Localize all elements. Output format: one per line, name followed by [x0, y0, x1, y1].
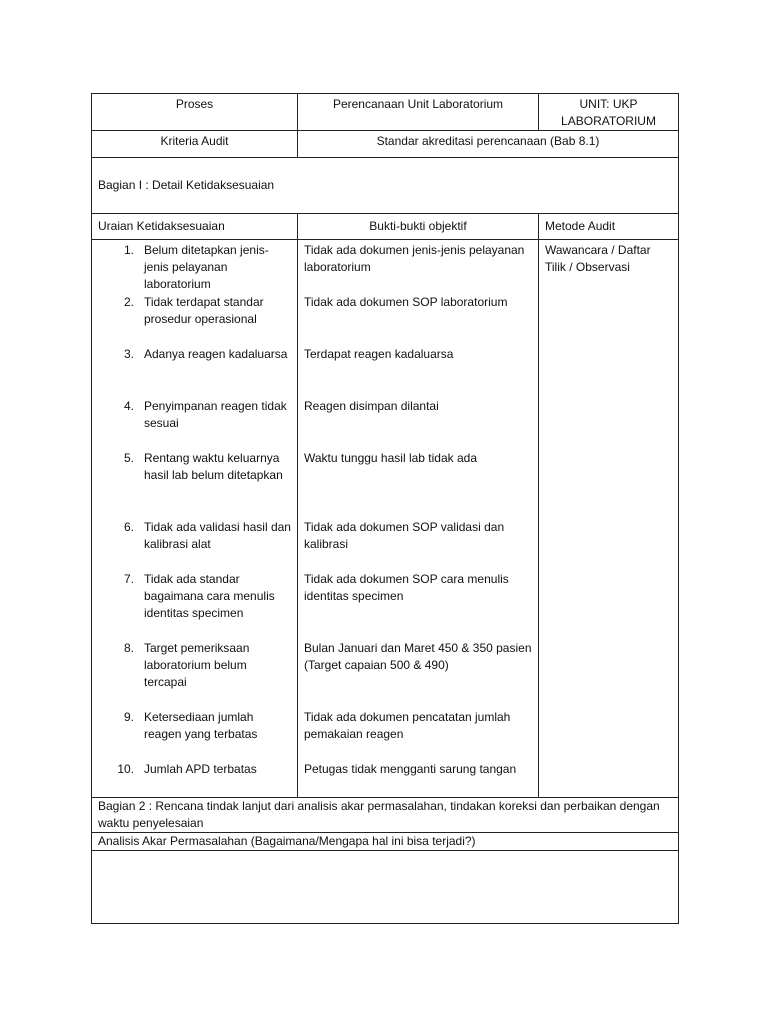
audit-form-table: [91, 93, 679, 924]
bukti-item: Tidak ada dokumen jenis-jenis pelayanan laboratorium: [304, 243, 525, 274]
bukti-item: Tidak ada dokumen SOP validasi dan kalibrasi: [304, 520, 505, 551]
bukti-item: Petugas tidak mengganti sarung tangan: [304, 762, 517, 776]
bukti-item: Waktu tunggu hasil lab tidak ada: [304, 451, 477, 465]
bukti-item: Tidak ada dokumen SOP cara menulis identitas specimen: [304, 572, 509, 603]
bagian2-title: Bagian 2 : Rencana tindak lanjut dari analisis akar permasalahan, tindakan koreksi dan perbaikan dengan waktu penyelesaian: [98, 799, 660, 830]
bukti-item: Reagen disimpan dilantai: [304, 399, 439, 413]
list-item: 7. Tidak ada standar bagaimana cara menulis identitas specimen: [123, 572, 275, 620]
list-item: 6. Tidak ada validasi hasil dan kalibrasi alat: [123, 520, 291, 551]
list-item: 4. Penyimpanan reagen tidak sesuai: [123, 399, 287, 430]
list-item: 8. Target pemeriksaan laboratorium belum tercapai: [123, 641, 250, 689]
bukti-item: Bulan Januari dan Maret 450 & 350 pasien (Target capaian 500 & 490): [304, 641, 532, 672]
proses-value: Perencanaan Unit Laboratorium: [298, 94, 539, 131]
metode-value: Wawancara / Daftar Tilik / Observasi: [539, 240, 679, 798]
analisis-label: Analisis Akar Permasalahan (Bagaimana/Mengapa hal ini bisa terjadi?): [92, 833, 679, 851]
bukti-list: [304, 242, 532, 777]
list-item: 9. Ketersediaan jumlah reagen yang terbatas: [123, 710, 258, 741]
list-item: 5. Rentang waktu keluarnya hasil lab belum ditetapkan: [123, 451, 283, 482]
bukti-cell: [298, 240, 539, 798]
bagian2-title-cell: [92, 798, 679, 833]
uraian-list: [98, 242, 291, 777]
analisis-field[interactable]: [92, 851, 679, 924]
bukti-item: Terdapat reagen kadaluarsa: [304, 347, 454, 361]
proses-label: Proses: [92, 94, 298, 131]
kriteria-label: Kriteria Audit: [92, 131, 298, 158]
col-header-metode: Metode Audit: [539, 214, 679, 240]
uraian-cell: [92, 240, 298, 798]
bukti-item: Tidak ada dokumen SOP laboratorium: [304, 295, 508, 309]
bagian1-title: Bagian I : Detail Ketidaksesuaian: [92, 158, 679, 214]
list-item: 1. Belum ditetapkan jenis-jenis pelayanan laboratorium: [123, 243, 269, 291]
bukti-item: Tidak ada dokumen pencatatan jumlah pemakaian reagen: [304, 710, 511, 741]
kriteria-value: Standar akreditasi perencanaan (Bab 8.1): [298, 131, 679, 158]
list-item: 10. Jumlah APD terbatas: [117, 762, 257, 776]
unit-label: UNIT: UKP LABORATORIUM: [539, 94, 679, 131]
list-item: 2. Tidak terdapat standar prosedur operasional: [123, 295, 264, 326]
list-item: 3. Adanya reagen kadaluarsa: [123, 347, 288, 361]
col-header-bukti: Bukti-bukti objektif: [298, 214, 539, 240]
col-header-uraian: Uraian Ketidaksesuaian: [92, 214, 298, 240]
